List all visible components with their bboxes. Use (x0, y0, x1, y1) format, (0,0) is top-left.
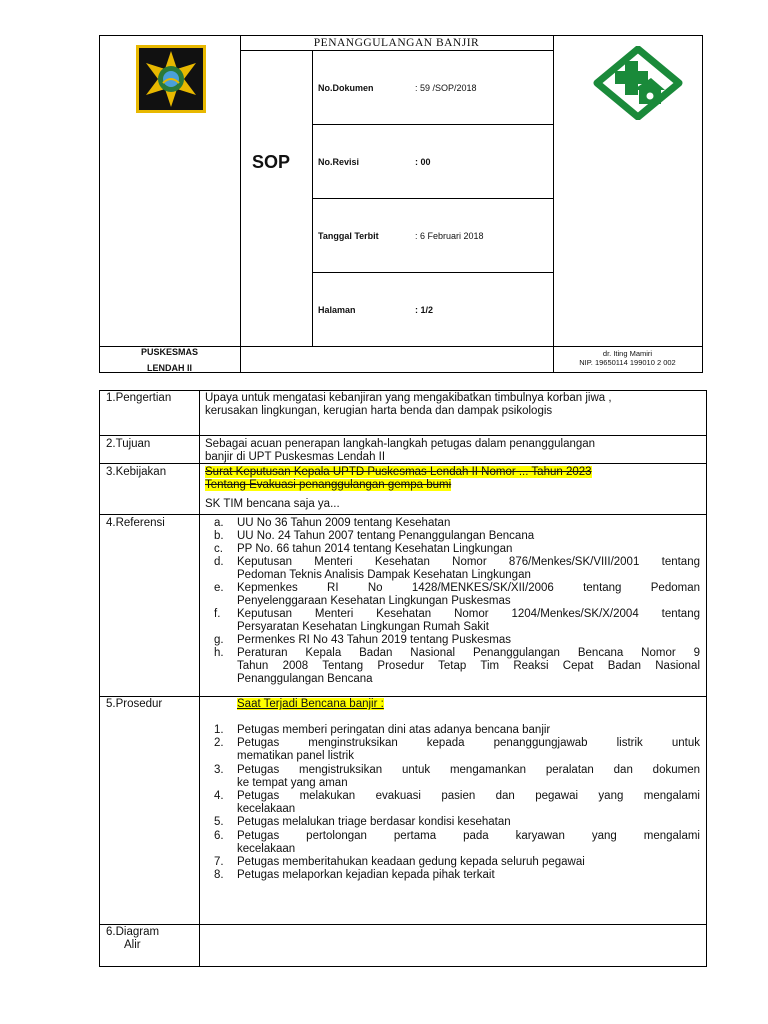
list-item-line: kecelakaan (237, 842, 296, 855)
org-name-line2: LENDAH II (147, 363, 192, 373)
regency-emblem-icon (136, 45, 206, 113)
list-marker: e. (214, 582, 224, 594)
field-value-no-dokumen: : 59 /SOP/2018 (415, 83, 477, 93)
list-item (214, 647, 700, 686)
list-item (214, 517, 700, 530)
list-item (214, 582, 700, 608)
list-marker: 6. (214, 829, 224, 842)
kebijakan-note: SK TIM bencana saja ya... (205, 498, 340, 510)
list-marker: c. (214, 543, 223, 555)
list-item (214, 764, 700, 790)
sop-label: SOP (252, 152, 291, 172)
label-referensi: 4.Referensi (106, 517, 165, 529)
list-item (214, 543, 700, 556)
list-item-line: Petugas melalukan triage berdasar kondisi kesehatan (237, 816, 511, 829)
kebijakan-struck-text2: Tentang Evakuasi penanggulangan gempa bumi (205, 479, 452, 491)
list-item (214, 608, 700, 634)
list-item-line: Petugas memberitahukan keadaan gedung kepada seluruh pegawai (237, 856, 585, 868)
list-item-line: Kepmenkes RI No 1428/MENKES/SK/XII/2006 tentang Pedoman (237, 582, 700, 594)
label-pengertian: 1.Pengertian (106, 392, 172, 404)
list-item-line: Petugas memberi peringatan dini atas adanya bencana banjir (237, 724, 551, 736)
kebijakan-struck-text1: Surat Keputusan Kepala UPTD Puskesmas Lendah II Nomor ... Tahun 2023 (205, 466, 592, 478)
list-item-line: UU No. 24 Tahun 2007 tentang Penanggulangan Bencana (237, 530, 535, 542)
puskesmas-logo-icon (593, 46, 683, 120)
list-marker: 1. (214, 724, 224, 736)
field-label-tanggal-terbit: Tanggal Terbit (318, 231, 379, 241)
list-item-line: ke tempat yang aman (237, 776, 348, 789)
list-item (214, 724, 700, 737)
list-item (214, 869, 700, 882)
list-item (214, 530, 700, 543)
list-item (214, 830, 700, 856)
prosedur-heading (237, 698, 384, 711)
list-item-line: Petugas melaporkan kejadian kepada pihak terkait (237, 869, 495, 882)
list-item-line: Persyaratan Kesehatan Lingkungan Rumah Sakit (237, 621, 489, 633)
list-item-line: Penyelenggaraan Kesehatan Lingkungan Puskesmas (237, 595, 511, 607)
list-marker: b. (214, 530, 224, 542)
list-item-line: Petugas pertolongan pertama pada karyawan yang mengalami (237, 829, 700, 842)
list-item (214, 737, 700, 763)
list-item-line: Keputusan Menteri Kesehatan Nomor 876/Menkes/SK/VIII/2001 tentang (237, 556, 700, 568)
list-item-line: kecelakaan (237, 803, 296, 816)
label-diagram-line1: 6.Diagram (106, 926, 160, 938)
tujuan-line2: banjir di UPT Puskesmas Lendah II (205, 451, 386, 463)
list-item (214, 856, 700, 869)
label-diagram-line2: Alir (124, 939, 141, 951)
list-item-line: Petugas melakukan evakuasi pasien dan pegawai yang mengalami (237, 790, 700, 802)
list-marker: 2. (214, 737, 224, 750)
field-value-halaman: : 1/2 (415, 305, 434, 315)
list-item-line: Permenkes RI No 43 Tahun 2019 tentang Puskesmas (237, 634, 512, 646)
list-marker: 7. (214, 856, 224, 868)
list-marker: h. (214, 647, 224, 659)
kebijakan-struck-line2 (205, 479, 451, 492)
label-kebijakan: 3.Kebijakan (106, 466, 167, 478)
kebijakan-struck-line1 (205, 466, 592, 479)
org-name-line1: PUSKESMAS (140, 347, 198, 357)
field-label-no-dokumen: No.Dokumen (318, 83, 374, 93)
list-item-line: Penanggulangan Bencana (237, 673, 373, 685)
field-label-no-revisi: No.Revisi (318, 157, 360, 167)
list-marker: 5. (214, 816, 224, 829)
list-item-line: Petugas menginstruksikan kepada penanggungjawab listrik untuk (237, 737, 700, 750)
list-item-line: PP No. 66 tahun 2014 tentang Kesehatan Lingkungan (237, 543, 513, 555)
list-marker: 8. (214, 869, 224, 882)
list-item (214, 634, 700, 647)
field-value-tanggal-terbit: : 6 Februari 2018 (415, 231, 484, 241)
list-marker: a. (214, 517, 224, 529)
list-item-line: UU No 36 Tahun 2009 tentang Kesehatan (237, 517, 451, 529)
list-marker: 3. (214, 763, 224, 776)
list-marker: 4. (214, 790, 224, 802)
list-item-line: Tahun 2008 Tentang Prosedur Tetap Tim Reaksi Cepat Badan Nasional (237, 660, 700, 672)
field-label-halaman: Halaman (318, 305, 356, 315)
field-value-no-revisi: : 00 (415, 157, 431, 167)
list-item (214, 556, 700, 582)
prosedur-heading-text: Saat Terjadi Bencana banjir : (237, 698, 384, 710)
list-item-line: Peraturan Kepala Badan Nasional Penanggulangan Bencana Nomor 9 (237, 647, 700, 659)
list-marker: d. (214, 556, 224, 568)
list-item-line: Keputusan Menteri Kesehatan Nomor 1204/Menkes/SK/X/2004 tentang (237, 608, 700, 620)
list-item-line: Pedoman Teknis Analisis Dampak Kesehatan Lingkungan (237, 569, 531, 581)
pengertian-line1: Upaya untuk mengatasi kebanjiran yang mengakibatkan timbulnya korban jiwa , (205, 392, 612, 404)
pengertian-line2: kerusakan lingkungan, kerugian harta benda dan dampak psikologis (205, 405, 553, 417)
list-item (214, 790, 700, 816)
label-tujuan: 2.Tujuan (106, 438, 151, 450)
list-item (214, 816, 700, 829)
label-prosedur: 5.Prosedur (106, 698, 163, 710)
list-marker: f. (214, 608, 221, 620)
signer-name: dr. Iting Mamiri (602, 349, 653, 358)
tujuan-line1: Sebagai acuan penerapan langkah-langkah petugas dalam penanggulangan (205, 438, 596, 450)
document-title: PENANGGULANGAN BANJIR (313, 37, 480, 49)
list-item-line: Petugas mengistruksikan untuk mengamankan peralatan dan dokumen (237, 763, 700, 776)
list-marker: g. (214, 634, 224, 646)
list-item-line: mematikan panel listrik (237, 750, 354, 763)
signer-nip: NIP. 19650114 199010 2 002 (579, 358, 676, 367)
